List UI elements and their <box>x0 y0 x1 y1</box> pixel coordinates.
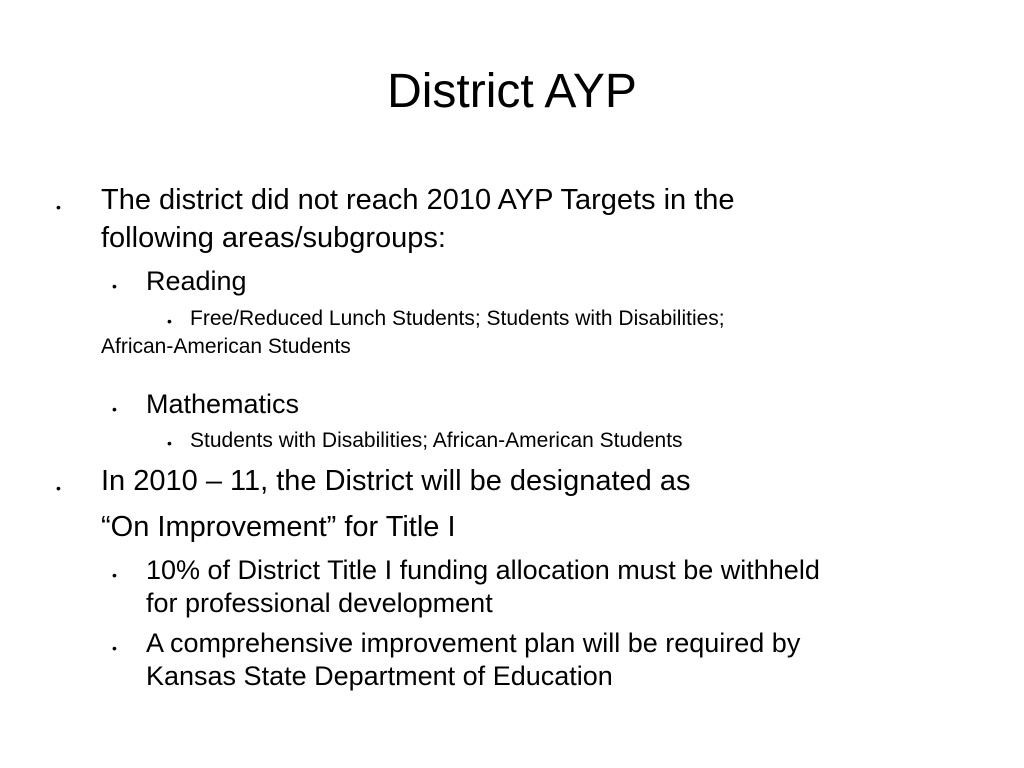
bullet-sub-1: • <box>112 567 117 583</box>
mathematics-detail: Students with Disabilities; African-American Students <box>190 429 683 452</box>
point-1-line-2: following areas/subgroups: <box>101 222 446 254</box>
point-2-line-2: “On Improvement” for Title I <box>101 511 456 543</box>
bullet-sub-2: • <box>112 640 117 656</box>
slide-title: District AYP <box>387 65 637 118</box>
mathematics-label: Mathematics <box>146 389 300 419</box>
bullet-mathematics: • <box>112 401 117 417</box>
reading-label: Reading <box>146 266 247 296</box>
bullet-point-2: • <box>56 480 61 496</box>
reading-detail-line-1: Free/Reduced Lunch Students; Students with Disabilities; <box>190 307 725 330</box>
point-2-line-1: In 2010 – 11, the District will be designated as <box>101 465 691 497</box>
bullet-mathematics-detail: • <box>167 435 172 451</box>
sub-2-line-1: A comprehensive improvement plan will be required by <box>146 628 801 658</box>
reading-detail-line-2: African-American Students <box>101 335 351 358</box>
sub-1-line-2: for professional development <box>146 588 493 618</box>
bullet-reading: • <box>112 278 117 294</box>
sub-1-line-1: 10% of District Title I funding allocation must be withheld <box>146 555 820 585</box>
point-1-line-1: The district did not reach 2010 AYP Targets in the <box>101 184 735 216</box>
bullet-reading-detail: • <box>167 313 172 329</box>
bullet-point-1: • <box>56 199 61 215</box>
sub-2-line-2: Kansas State Department of Education <box>146 661 613 691</box>
